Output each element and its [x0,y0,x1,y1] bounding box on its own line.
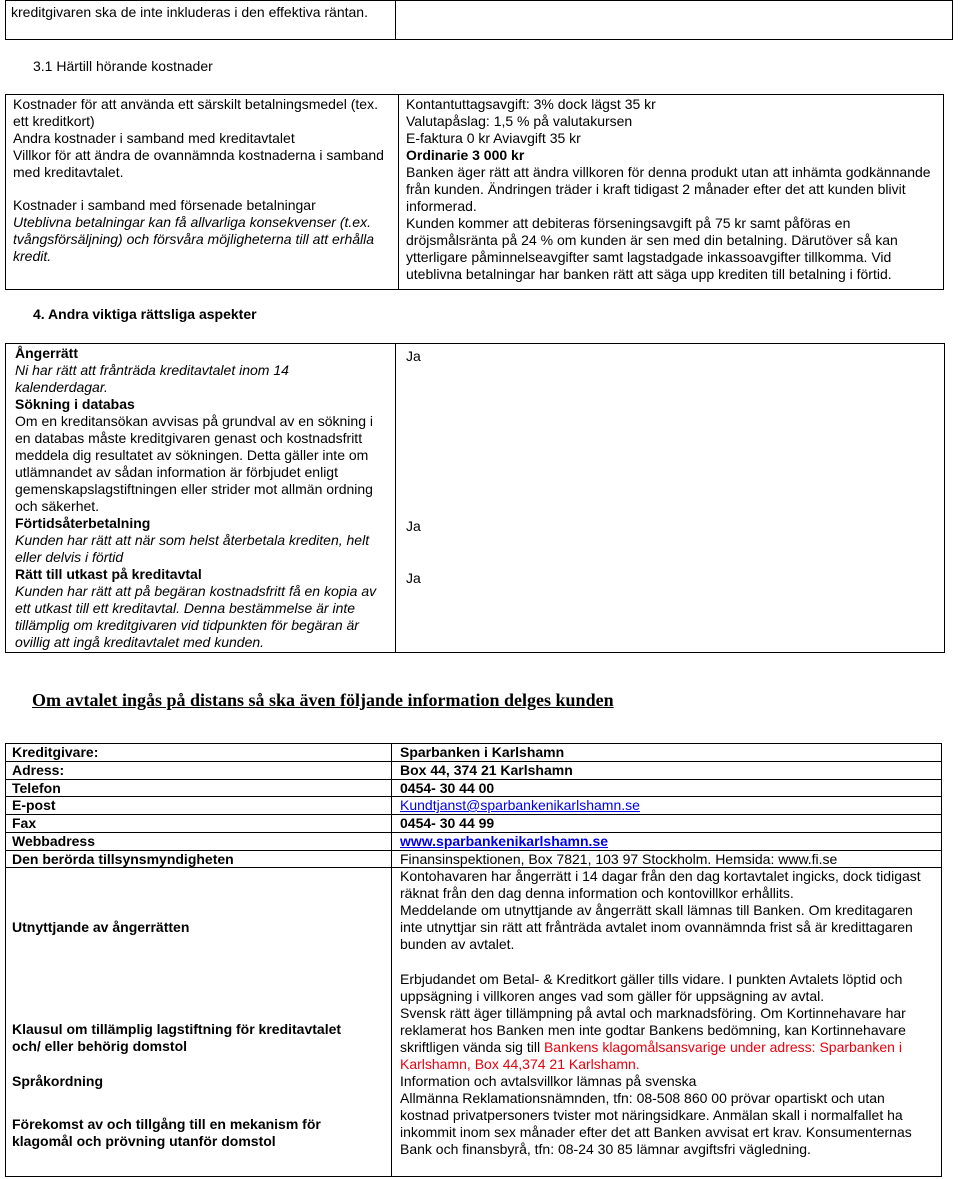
cost-change-terms: Villkor för att ändra de ovannämnda kostnaderna i samband med kreditavtalet. [13,147,384,180]
top-text: kreditgivaren ska de inte inkluderas i den effektiva räntan. [11,4,368,20]
fortid-text: Kunden har rätt att när som helst återbetala krediten, helt eller delvis i förtid [15,532,370,565]
angerratt-text: Ni har rätt att frånträda kreditavtalet inom 14 kalenderdagar. [15,362,289,395]
label-tillsyn: Den berörda tillsynsmyndigheten [12,851,234,867]
costs-right-cell [406,96,938,283]
cost-late-payments: Kostnader i samband med försenade betalningar [13,197,316,213]
value-angerratt [400,868,936,953]
cost-currency: Valutapåslag: 1,5 % på valutakursen [406,113,633,129]
cost-change-right: Banken äger rätt att ändra villkoren för denna produkt utan att inhämta godkännande från kunden. Ändringen träder i kraft tidigast 2 månader efter det att kunden blivit informerad. [406,164,931,214]
value-epost-link[interactable]: Kundtjanst@sparbankenikarlshamn.se [400,797,640,813]
label-telefon: Telefon [12,780,61,796]
value-tillsyn: Finansinspektionen, Box 7821, 103 97 Stockholm. Hemsida: www.fi.se [400,851,838,867]
legal-left-cell [15,345,385,651]
cost-einvoice: E-faktura 0 kr Aviavgift 35 kr [406,130,581,146]
distance-heading: Om avtalet ingås på distans så ska även följande information delges kunden [32,690,614,710]
section-4-heading: 4. Andra viktiga rättsliga aspekter [33,306,257,322]
label-forekomst: Förekomst av och tillgång till en mekanism för klagomål och prövning utanför domstol [12,1116,321,1149]
label-angerratt: Utnyttjande av ångerrätten [12,919,190,935]
label-epost: E-post [12,797,56,813]
value-sprak: Information och avtalsvillkor lämnas på svenska [400,1073,697,1089]
section-3-1-heading: 3.1 Härtill hörande kostnader [33,58,213,74]
klausul-text: Svensk rätt äger tillämpning på avtal och marknadsföring. Om Kortinnehavare har reklamerat hos Banken men inte godtar Bankens bedömning, kan Kortinnehavare skriftligen vända sig till [400,1005,906,1055]
label-sprak: Språkordning [12,1073,104,1089]
costs-left-cell [13,96,388,265]
label-fax: Fax [12,815,37,831]
klausul-red-text: Bankens klagomålsansvarige under adress: Sparbanken i Karlshamn, Box 44,374 21 Karlshamn. [400,1039,902,1072]
value-telefon: 0454- 30 44 00 [400,780,495,796]
value-webbadress-link[interactable]: www.sparbankenikarlshamn.se [400,833,609,849]
sokning-title: Sökning i databas [15,396,135,412]
angerratt-p1: Kontohavaren har ångerrätt i 14 dagar från den dag kortavtalet ingicks, dock tidigast räknat från den dag denna information och kontovillkor erhållits. [400,868,921,901]
angerratt-title: Ångerrätt [15,345,79,361]
utkast-title: Rätt till utkast på kreditavtal [15,566,202,582]
cost-cash-withdrawal: Kontantuttagsavgift: 3% dock lägst 35 kr [406,96,656,112]
label-klausul: Klausul om tillämplig lagstiftning för kreditavtalet och/ eller behörig domstol [12,1021,342,1054]
utkast-text: Kunden har rätt att på begäran kostnadsfritt få en kopia av ett utkast till ett kreditavtal. Denna bestämmelse är inte tillämplig om kreditgivaren vid tidpunkten för begäran är ovillig att ingå kreditavtalet med kunden. [15,583,377,650]
label-kreditgivare: Kreditgivare: [12,744,99,760]
angerratt-p2: Meddelande om utnyttjande av ångerrätt skall lämnas till Banken. Om kreditagaren inte utnyttjar sin rätt att frånträda avtalet inom ovannämnda frist så är kredittagaren bunden av avtalet. [400,902,913,952]
ja-angerratt: Ja [406,348,421,364]
cost-ordinary: Ordinarie 3 000 kr [406,147,525,163]
fortid-title: Förtidsåterbetalning [15,515,151,531]
value-fax: 0454- 30 44 99 [400,815,495,831]
cost-late-fee: Kunden kommer att debiteras förseningsavgift på 75 kr samt påföras en dröjsmålsränta på 24 % om kunden är sen med din betalning. Därutöver så kan ytterligare påminnelseavgifter samt lagstadgade inkassoavgifter tillkomma. Vid uteblivna betalningar har banken rätt att säga upp krediten till betalning i förtid. [406,215,898,282]
value-forekomst: Allmänna Reklamationsnämnden, tfn: 08-508 860 00 prövar opartiskt och utan kostnad privatpersoners tvister mot näringsidkare. Anmälan skall i normalfallet ha inkommit inom sex månader efter det att Banken avvisat ert krav. Konsumenternas Bank och finansbyrå, tfn: 08-24 30 85 lämnar avgiftsfri vägledning. [400,1090,912,1157]
ja-fortid: Ja [406,518,421,534]
cost-other: Andra kostnader i samband med kreditavtalet [13,130,295,146]
label-adress: Adress: [12,762,65,778]
value-adress: Box 44, 374 21 Karlshamn [400,762,573,778]
cost-payment-method: Kostnader för att använda ett särskilt betalningsmedel (tex. ett kreditkort) [13,96,378,129]
ja-utkast: Ja [406,570,421,586]
value-erbjudandet: Erbjudandet om Betal- & Kreditkort gäller tills vidare. I punkten Avtalets löptid och uppsägning i villkoren anges vad som gäller för uppsägning av avtal. [400,971,903,1004]
value-kreditgivare: Sparbanken i Karlshamn [400,744,565,760]
cost-missed-payments: Uteblivna betalningar kan få allvarliga konsekvenser (t.ex. tvångsförsäljning) och försvåra möjligheterna till att erhålla kredit. [13,214,375,264]
label-webbadress: Webbadress [12,833,95,849]
sokning-text: Om en kreditansökan avvisas på grundval av en sökning i en databas måste kreditgivaren genast och kostnadsfritt meddela dig resultatet av sökningen. Detta gäller inte om utlämnandet av sådan information är förbjudet enligt gemenskapslagstiftningen eller strider mot allmän ordning och säkerhet. [15,413,373,514]
value-klausul [400,1005,936,1073]
